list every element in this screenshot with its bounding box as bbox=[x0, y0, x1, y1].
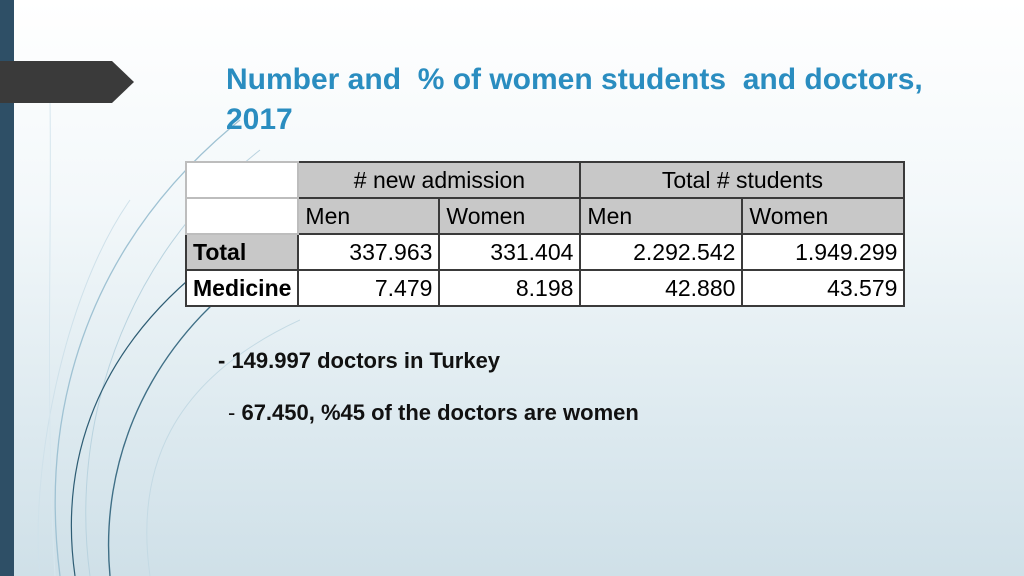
table-cell: 7.479 bbox=[298, 270, 439, 306]
group-header-total-students: Total # students bbox=[580, 162, 904, 198]
row-label-total: Total bbox=[186, 234, 298, 270]
row-label-medicine: Medicine bbox=[186, 270, 298, 306]
table-sub-header-row bbox=[186, 198, 904, 234]
table-corner-cell bbox=[186, 162, 298, 198]
sub-header-students-women: Women bbox=[742, 198, 904, 234]
sub-header-admission-women: Women bbox=[439, 198, 580, 234]
note-dash: - bbox=[228, 400, 242, 425]
table-row bbox=[186, 234, 904, 270]
table-cell: 1.949.299 bbox=[742, 234, 904, 270]
table-group-header-row bbox=[186, 162, 904, 198]
table-cell: 8.198 bbox=[439, 270, 580, 306]
table-cell: 337.963 bbox=[298, 234, 439, 270]
table-cell: 2.292.542 bbox=[580, 234, 742, 270]
slide-title: Number and % of women students and doctors, 2017 bbox=[226, 63, 932, 136]
table-row bbox=[186, 270, 904, 306]
note-women-share-text: 67.450, %45 of the doctors are women bbox=[241, 400, 639, 425]
table-cell: 331.404 bbox=[439, 234, 580, 270]
table-cell: 42.880 bbox=[580, 270, 742, 306]
group-header-new-admission: # new admission bbox=[298, 162, 580, 198]
sub-header-students-men: Men bbox=[580, 198, 742, 234]
note-women-share bbox=[228, 400, 639, 426]
statistics-table bbox=[185, 161, 905, 307]
sub-header-admission-men: Men bbox=[298, 198, 439, 234]
table-corner-cell bbox=[186, 198, 298, 234]
note-doctors-count: - 149.997 doctors in Turkey bbox=[218, 348, 501, 373]
table-cell: 43.579 bbox=[742, 270, 904, 306]
title-arrow-tab bbox=[0, 61, 134, 103]
